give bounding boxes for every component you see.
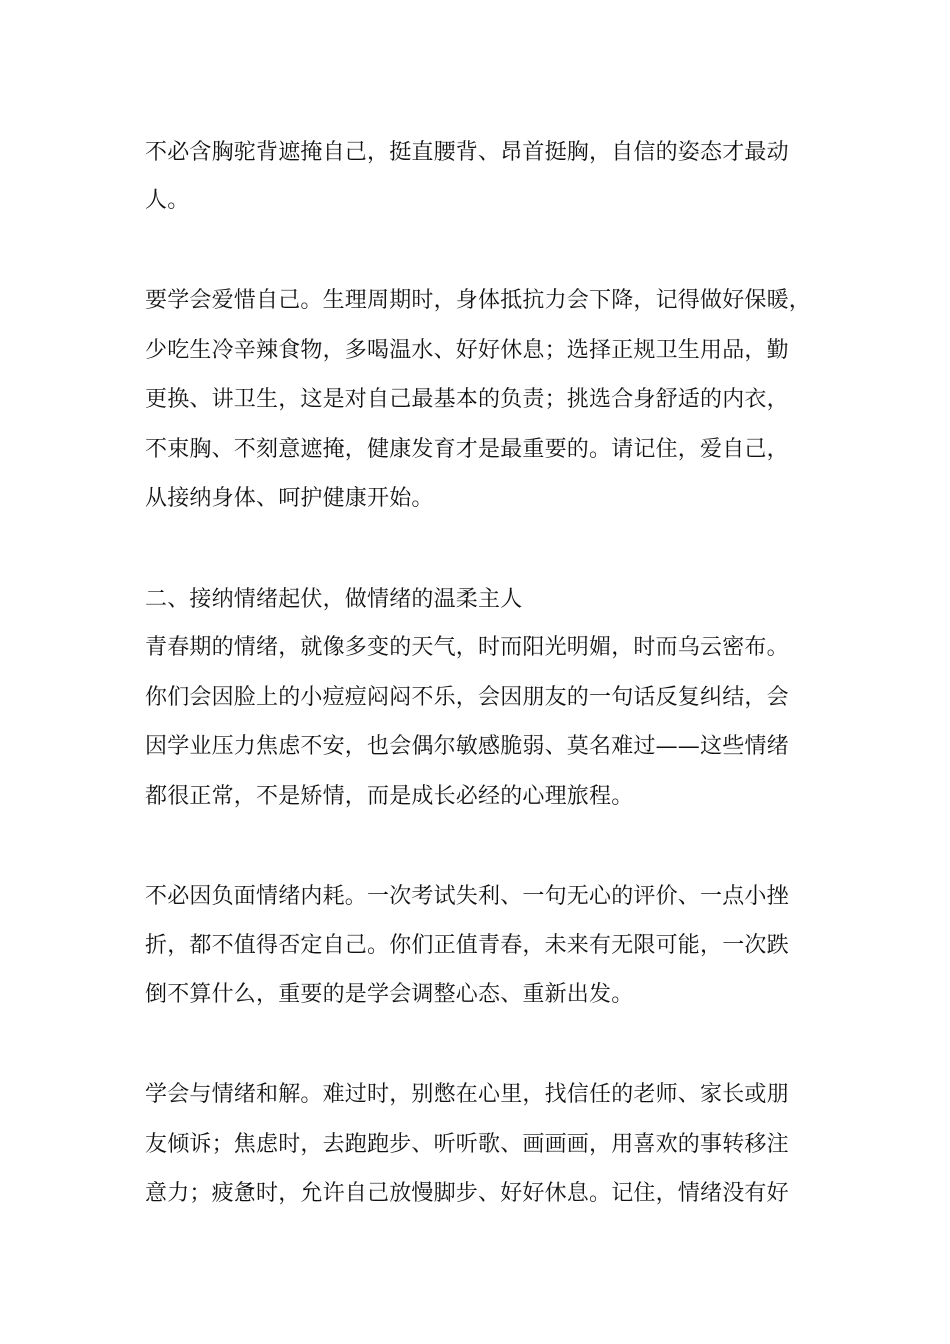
paragraph-2-line-3: 更换、讲卫生，这是对自己最基本的负责；挑选合身舒适的内衣， <box>145 387 789 412</box>
paragraph-5-line-1: 学会与情绪和解。难过时，别憋在心里，找信任的老师、家长或朋 <box>145 1082 789 1107</box>
paragraph-3-line-2: 你们会因脸上的小痘痘闷闷不乐，会因朋友的一句话反复纠结，会 <box>145 685 789 710</box>
section-heading: 二、接纳情绪起伏，做情绪的温柔主人 <box>145 587 523 612</box>
paragraph-2-line-2: 少吃生冷辛辣食物，多喝温水、好好休息；选择正规卫生用品，勤 <box>145 338 789 363</box>
paragraph-2-line-4: 不束胸、不刻意遮掩，健康发育才是最重要的。请记住，爱自己， <box>145 437 789 462</box>
paragraph-2-line-5: 从接纳身体、呵护健康开始。 <box>145 486 434 511</box>
paragraph-5-line-2: 友倾诉；焦虑时，去跑跑步、听听歌、画画画，用喜欢的事转移注 <box>145 1132 789 1157</box>
paragraph-3-line-3: 因学业压力焦虑不安，也会偶尔敏感脆弱、莫名难过——这些情绪 <box>145 734 789 759</box>
paragraph-3-line-4: 都很正常，不是矫情，而是成长必经的心理旅程。 <box>145 784 634 809</box>
paragraph-4-line-2: 折，都不值得否定自己。你们正值青春，未来有无限可能，一次跌 <box>145 933 789 958</box>
paragraph-1-line-1: 不必含胸驼背遮掩自己，挺直腰背、昂首挺胸，自信的姿态才最动 <box>145 140 789 165</box>
paragraph-5-line-3: 意力；疲惫时，允许自己放慢脚步、好好休息。记住，情绪没有好 <box>145 1181 789 1206</box>
paragraph-4-line-3: 倒不算什么，重要的是学会调整心态、重新出发。 <box>145 982 634 1007</box>
paragraph-1-line-2: 人。 <box>145 188 190 213</box>
paragraph-3-line-1: 青春期的情绪，就像多变的天气，时而阳光明媚，时而乌云密布。 <box>145 635 789 660</box>
paragraph-4-line-1: 不必因负面情绪内耗。一次考试失利、一句无心的评价、一点小挫 <box>145 884 789 909</box>
paragraph-2-line-1: 要学会爱惜自己。生理周期时，身体抵抗力会下降，记得做好保暖， <box>145 288 812 313</box>
